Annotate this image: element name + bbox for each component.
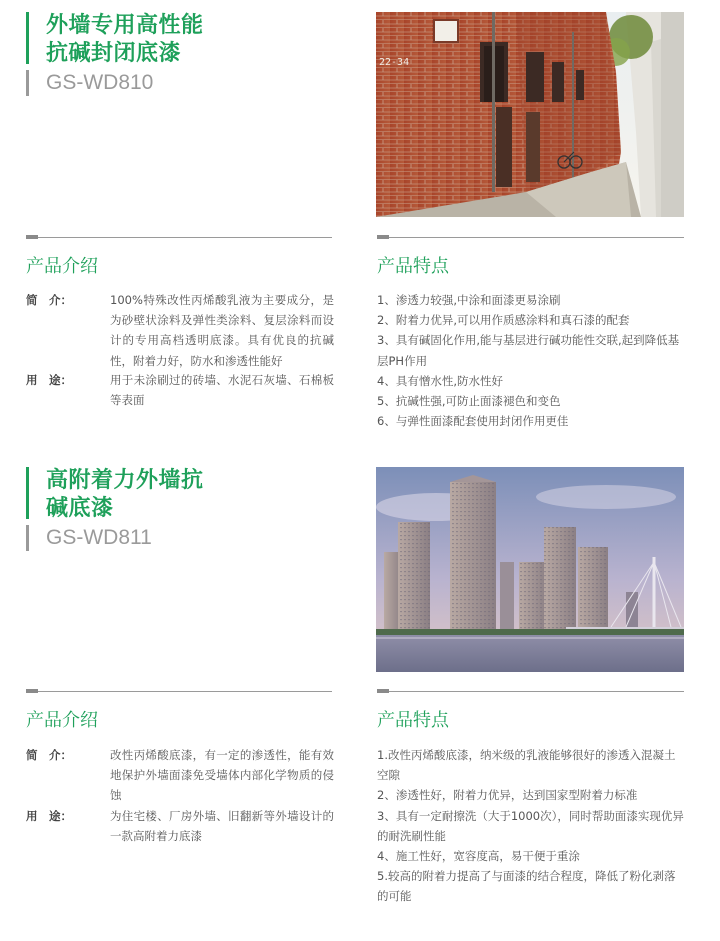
feature-item: 5.较高的附着力提高了与面漆的结合程度，降低了粉化剥落的可能 [377,869,676,904]
product-title-line1: 高附着力外墙抗 [46,468,204,493]
product-title-line2: 碱底漆 [46,496,114,521]
code-accent-bar [26,525,29,551]
feature-item: 2、渗透性好，附着力优异，达到国家型附着力标准 [377,788,638,803]
description-text: 100%特殊改性丙烯酸乳液为主要成分，是为砂壁状涂料及弹性类涂料、复层涂料而设计的专用高档透明底漆。具有优良的抗碱性，附着力好，防水和渗透性能好 [110,293,334,368]
divider-marker [26,689,38,693]
features-heading: 产品特点 [377,710,449,731]
usage-label: 用 途： [26,809,72,823]
product-title-line1: 外墙专用高性能 [46,13,204,38]
section-divider [377,691,684,692]
intro-heading: 产品介绍 [26,256,98,277]
product-title-line2: 抗碱封闭底漆 [46,41,182,66]
divider-marker [377,235,389,239]
title-accent-bar [26,12,29,64]
feature-item: 1、渗透力较强,中涂和面漆更易涂刷 [377,293,561,307]
feature-item: 4、施工性好，宽容度高，易干便于重涂 [377,849,580,864]
address-sign: 22-34 [379,57,410,68]
feature-item: 3、具有一定耐擦洗（大于1000次），同时帮助面漆实现优异的耐洗刷性能 [377,808,684,843]
divider-marker [377,689,389,693]
product-code: GS-WD810 [46,71,154,94]
description-text: 改性丙烯酸底漆，有一定的渗透性，能有效地保护外墙面漆免受墙体内部化学物质的侵蚀 [110,748,334,803]
title-accent-bar [26,467,29,519]
description-label: 简 介： [26,293,72,307]
code-accent-bar [26,70,29,96]
usage-text: 为住宅楼、厂房外墙、旧翻新等外墙设计的一款高附着力底漆 [110,809,334,844]
features-list [377,745,686,907]
product-photo-skyline [376,467,684,672]
section-divider [26,237,332,238]
intro-heading: 产品介绍 [26,710,98,731]
feature-item: 1.改性丙烯酸底漆，纳米级的乳液能够很好的渗透入混凝土空隙 [377,748,676,783]
section-divider [26,691,332,692]
usage-text: 用于未涂刷过的砖墙、水泥石灰墙、石棉板等表面 [110,373,334,408]
feature-item: 3、具有碱固化作用,能与基层进行碱功能性交联,起到降低基层PH作用 [377,333,680,368]
features-heading: 产品特点 [377,256,449,277]
section-divider [377,237,684,238]
feature-item: 6、与弹性面漆配套使用封闭作用更佳 [377,414,569,429]
product-code: GS-WD811 [46,526,152,549]
usage-label: 用 途： [26,373,72,387]
divider-marker [26,235,38,239]
feature-item: 5、抗碱性强,可防止面漆褪色和变色 [377,394,561,409]
features-list [377,290,686,431]
product-photo-street [376,12,684,217]
feature-item: 4、具有憎水性,防水性好 [377,373,503,388]
feature-item: 2、附着力优异,可以用作质感涂料和真石漆的配套 [377,313,630,328]
description-label: 简 介： [26,748,72,762]
